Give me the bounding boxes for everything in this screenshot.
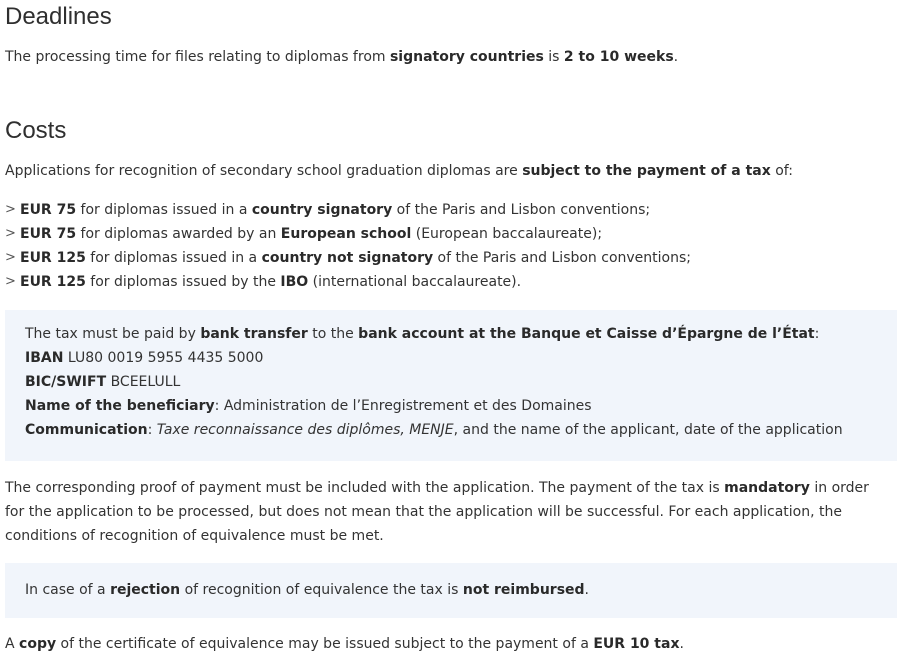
chevron-right-icon: > bbox=[5, 250, 16, 265]
iban-value: LU80 0019 5955 4435 5000 bbox=[63, 350, 264, 366]
bic-value: BCEELULL bbox=[106, 374, 181, 390]
deadlines-text-2: is bbox=[543, 49, 564, 65]
fee-bold: IBO bbox=[280, 274, 309, 290]
rejection-bold-2: not reimbursed bbox=[462, 582, 585, 598]
iban-label: IBAN bbox=[25, 350, 64, 366]
rejection-text-1: In case of a bbox=[25, 582, 111, 598]
costs-intro-paragraph bbox=[5, 159, 793, 183]
rejection-bold-1: rejection bbox=[110, 582, 181, 598]
copy-text-2: of the certificate of equivalence may be issued subject to the payment of a bbox=[56, 636, 594, 652]
copy-bold-2: EUR 10 tax bbox=[593, 636, 680, 652]
proof-text-1: The corresponding proof of payment must be included with the application. The payment of the tax is bbox=[5, 480, 725, 496]
costs-heading: Costs bbox=[5, 117, 67, 144]
bank-line1-a: The tax must be paid by bbox=[25, 326, 201, 342]
costs-intro-text-1: Applications for recognition of secondary school graduation diplomas are bbox=[5, 163, 523, 179]
fee-text-pre: for diplomas issued by the bbox=[85, 274, 281, 290]
list-item bbox=[5, 246, 691, 270]
fee-amount: EUR 75 bbox=[20, 226, 77, 242]
deadlines-bold-countries: signatory countries bbox=[389, 49, 544, 65]
iban-line bbox=[25, 346, 877, 370]
fee-text-pre: for diplomas issued in a bbox=[76, 202, 252, 218]
fee-text-post: of the Paris and Lisbon conventions; bbox=[433, 250, 691, 266]
beneficiary-line bbox=[25, 394, 877, 418]
fee-bold: country not signatory bbox=[261, 250, 434, 266]
deadlines-text-3: . bbox=[673, 49, 679, 65]
copy-text-3: . bbox=[679, 636, 684, 652]
fee-amount: EUR 125 bbox=[20, 250, 86, 266]
rejection-line bbox=[25, 578, 877, 602]
fee-bold: country signatory bbox=[251, 202, 393, 218]
copy-paragraph bbox=[5, 632, 684, 656]
fee-text-pre: for diplomas issued in a bbox=[85, 250, 262, 266]
communication-line bbox=[25, 418, 877, 442]
list-item bbox=[5, 198, 691, 222]
chevron-right-icon: > bbox=[5, 202, 16, 217]
bank-intro-line bbox=[25, 322, 877, 346]
copy-text-1: A bbox=[5, 636, 20, 652]
bank-line1-c: : bbox=[814, 326, 820, 342]
bic-line bbox=[25, 370, 877, 394]
chevron-right-icon: > bbox=[5, 274, 16, 289]
deadlines-paragraph bbox=[5, 45, 678, 69]
deadlines-text-1: The processing time for files relating to diplomas from bbox=[5, 49, 390, 65]
rejection-text-3: . bbox=[584, 582, 589, 598]
beneficiary-label: Name of the beneficiary bbox=[25, 398, 215, 414]
fee-amount: EUR 125 bbox=[20, 274, 86, 290]
beneficiary-value: : Administration de l’Enregistrement et des Domaines bbox=[214, 398, 592, 414]
fee-list bbox=[5, 198, 691, 294]
fee-text-post: (international baccalaureate). bbox=[308, 274, 522, 290]
bank-transfer-infobox bbox=[5, 310, 897, 461]
fee-text-post: of the Paris and Lisbon conventions; bbox=[392, 202, 651, 218]
proof-bold-mandatory: mandatory bbox=[724, 480, 810, 496]
communication-label: Communication bbox=[25, 422, 148, 438]
fee-bold: European school bbox=[280, 226, 412, 242]
bank-line1-b: to the bbox=[307, 326, 359, 342]
communication-rest: , and the name of the applicant, date of the application bbox=[453, 422, 843, 438]
list-item bbox=[5, 222, 691, 246]
list-item bbox=[5, 270, 691, 294]
proof-paragraph bbox=[5, 476, 885, 548]
proof-text-2: in order for the application to be processed, but does not mean that the application will be successful. For each application, the conditions of recognition of equivalence must be met. bbox=[5, 480, 869, 544]
costs-intro-text-2: of: bbox=[770, 163, 793, 179]
communication-italic: Taxe reconnaissance des diplômes, MENJE bbox=[156, 422, 454, 438]
costs-intro-bold: subject to the payment of a tax bbox=[522, 163, 771, 179]
fee-text-post: (European baccalaureate); bbox=[411, 226, 603, 242]
chevron-right-icon: > bbox=[5, 226, 16, 241]
bank-line1-bold-account: bank account at the Banque et Caisse d’Épargne de l’État bbox=[358, 326, 815, 342]
fee-text-pre: for diplomas awarded by an bbox=[76, 226, 281, 242]
deadlines-heading: Deadlines bbox=[5, 3, 112, 30]
bank-line1-bold-transfer: bank transfer bbox=[200, 326, 308, 342]
deadlines-bold-weeks: 2 to 10 weeks bbox=[563, 49, 674, 65]
fee-amount: EUR 75 bbox=[20, 202, 77, 218]
copy-bold-1: copy bbox=[19, 636, 57, 652]
bic-label: BIC/SWIFT bbox=[25, 374, 107, 390]
rejection-infobox bbox=[5, 563, 897, 618]
communication-sep: : bbox=[147, 422, 157, 438]
rejection-text-2: of recognition of equivalence the tax is bbox=[180, 582, 463, 598]
